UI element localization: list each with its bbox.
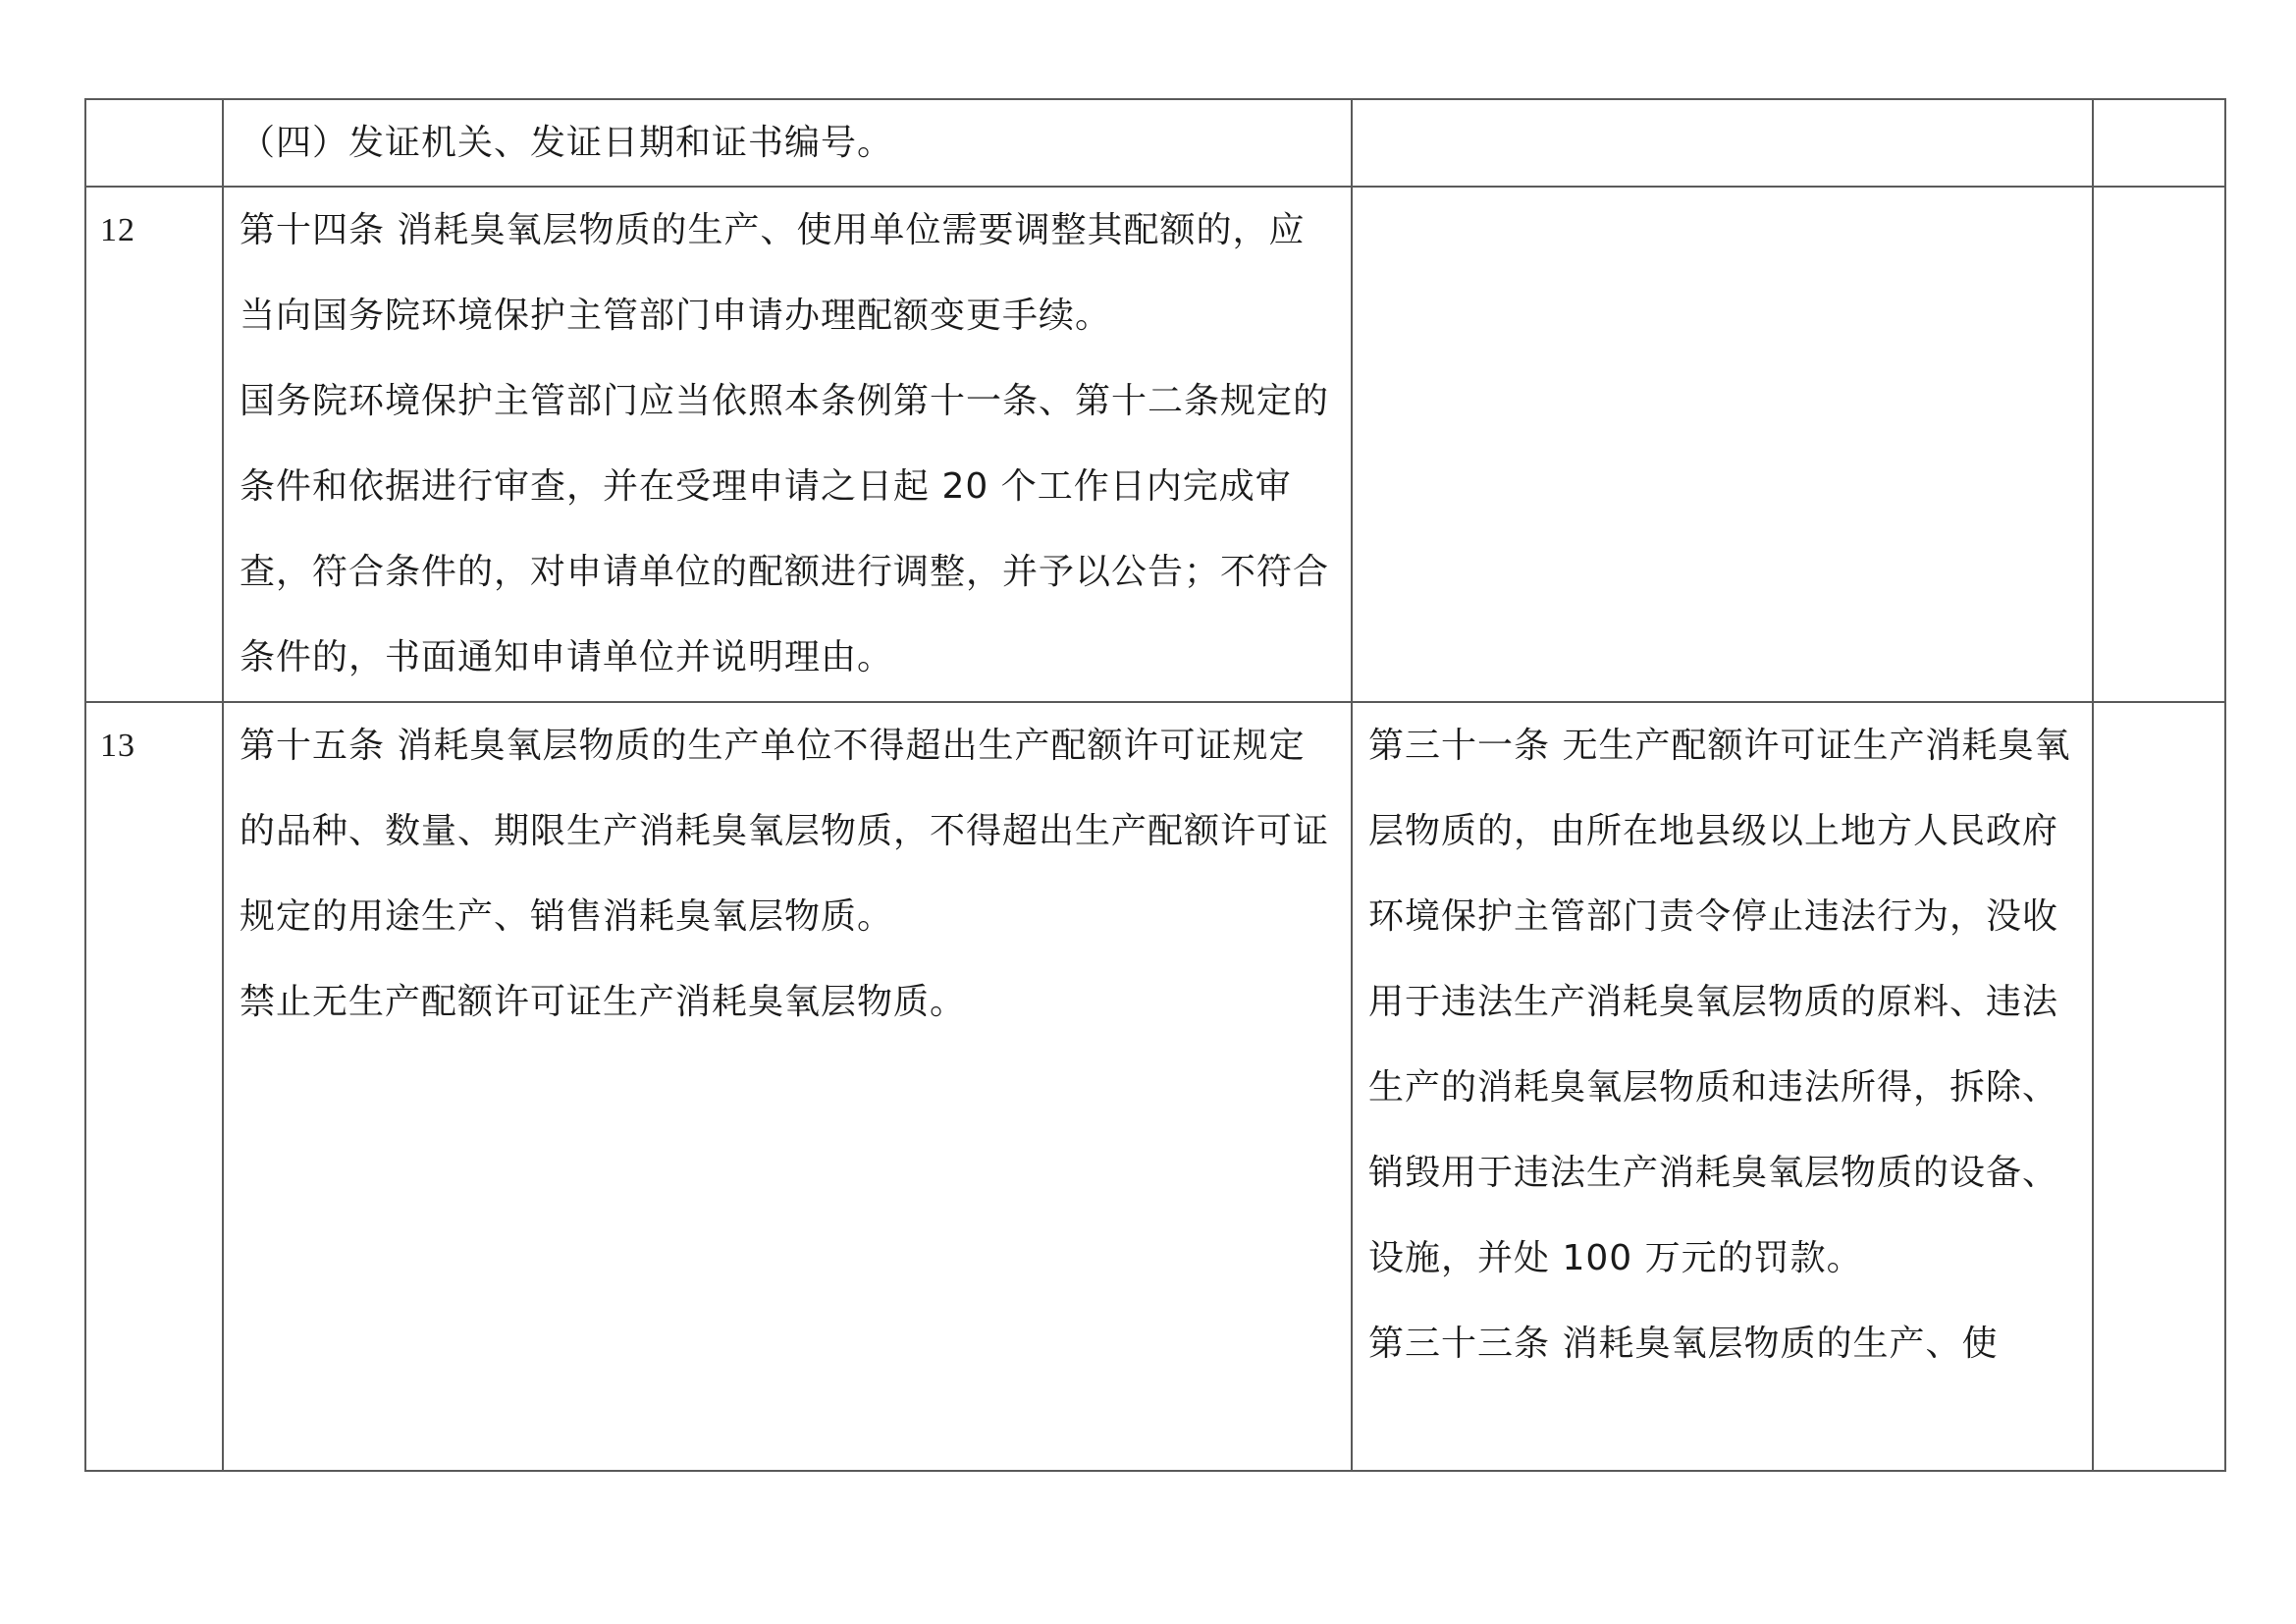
regulation-comparison-table [84,98,2226,1472]
paragraph: 第十五条 消耗臭氧层物质的生产单位不得超出生产配额许可证规定的品种、数量、期限生产消耗臭氧层物质，不得超出生产配额许可证规定的用途生产、销售消耗臭氧层物质。 [240,726,1330,937]
note-cell [2093,702,2225,1471]
table-row [85,99,2225,187]
original-text-cell [223,99,1352,187]
row-number-cell [85,99,223,187]
note-cell [2093,187,2225,702]
paragraph: 第三十一条 无生产配额许可证生产消耗臭氧层物质的，由所在地县级以上地方人民政府环境保护主管部门责令停止违法行为，没收用于违法生产消耗臭氧层物质的原料、违法生产的消耗臭氧层物质和违法所得，拆除、销毁用于违法生产消耗臭氧层物质的设备、设施，并处 100 万元的罚款。 [1368,726,2071,1278]
table-row [85,187,2225,702]
row-number-cell: 12 [85,187,223,702]
paragraph: 第三十三条 消耗臭氧层物质的生产、使 [1368,1324,1999,1364]
original-text-cell [223,187,1352,702]
note-cell [2093,99,2225,187]
table-row [85,702,2225,1471]
penalty-text-cell [1352,99,2093,187]
penalty-text-cell [1352,702,2093,1471]
paragraph: （四）发证机关、发证日期和证书编号。 [240,123,894,163]
paragraph: 国务院环境保护主管部门应当依照本条例第十一条、第十二条规定的条件和依据进行审查，并在受理申请之日起 20 个工作日内完成审查，符合条件的，对申请单位的配额进行调整，并予以公告；不符合条件的，书面通知申请单位并说明理由。 [240,381,1330,677]
paragraph: 禁止无生产配额许可证生产消耗臭氧层物质。 [240,982,967,1022]
original-text-cell [223,702,1352,1471]
penalty-text-cell [1352,187,2093,702]
paragraph: 第十四条 消耗臭氧层物质的生产、使用单位需要调整其配额的，应当向国务院环境保护主管部门申请办理配额变更手续。 [240,210,1306,336]
row-number-cell: 13 [85,702,223,1471]
